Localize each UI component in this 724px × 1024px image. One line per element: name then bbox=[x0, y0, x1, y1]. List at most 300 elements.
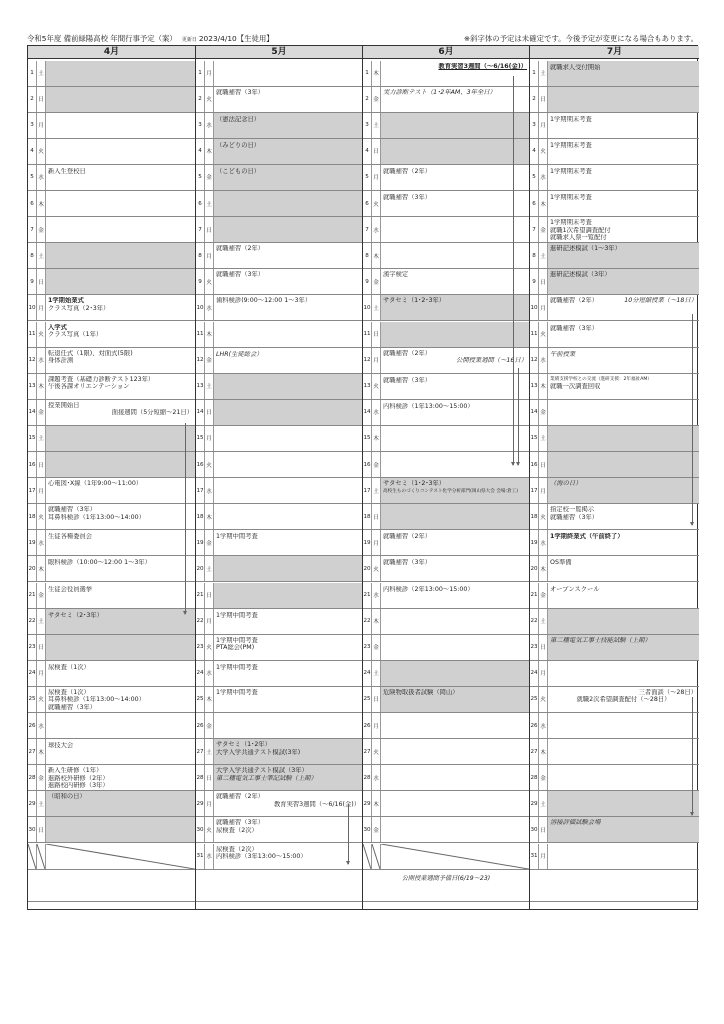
day-events bbox=[46, 61, 195, 86]
event-text: 就職補習（2年） bbox=[216, 793, 265, 801]
day-number: 14 bbox=[530, 400, 539, 425]
day-number: 11 bbox=[196, 322, 205, 347]
day-weekday: 火 bbox=[205, 635, 214, 660]
day-weekday: 水 bbox=[205, 295, 214, 320]
day-events bbox=[214, 530, 362, 555]
day-row bbox=[363, 191, 529, 217]
day-weekday: 金 bbox=[372, 269, 381, 294]
event-text: 就職補習（2年） bbox=[383, 349, 432, 357]
day-events bbox=[548, 243, 699, 268]
day-number: 25 bbox=[363, 687, 372, 712]
day-weekday: 金 bbox=[539, 583, 548, 608]
event-text: サタセミ（1･2年） bbox=[216, 741, 271, 749]
event-text: 就職補習（2年） bbox=[383, 167, 432, 175]
day-row bbox=[196, 348, 362, 374]
day-number: 20 bbox=[28, 556, 37, 581]
day-weekday: 日 bbox=[205, 765, 214, 790]
day-number: 4 bbox=[530, 139, 539, 164]
empty-cell-slash bbox=[372, 844, 380, 869]
day-number: 19 bbox=[28, 530, 37, 555]
day-number: 21 bbox=[196, 583, 205, 608]
day-number: 25 bbox=[196, 687, 205, 712]
day-events bbox=[46, 269, 195, 294]
update-date: 2023/4/10【生徒用】 bbox=[198, 34, 274, 43]
day-row bbox=[28, 556, 195, 582]
duration-arrow bbox=[692, 697, 693, 814]
day-events bbox=[214, 478, 362, 503]
day-number: 19 bbox=[196, 530, 205, 555]
day-events bbox=[548, 217, 699, 242]
day-events bbox=[46, 191, 195, 216]
day-row bbox=[196, 374, 362, 400]
day-events bbox=[381, 687, 529, 712]
day-events bbox=[548, 844, 699, 869]
day-weekday: 土 bbox=[37, 609, 46, 634]
day-events bbox=[214, 243, 362, 268]
document-title: 令和5年度 備前緑陽高校 年間行事予定（案） bbox=[27, 34, 177, 43]
day-weekday: 日 bbox=[205, 400, 214, 425]
day-row bbox=[196, 165, 362, 191]
day-row bbox=[196, 191, 362, 217]
event-text: 歯科検診(9:00～12:00 1～3年） bbox=[216, 297, 312, 305]
day-number: 30 bbox=[363, 817, 372, 842]
day-number: 14 bbox=[28, 400, 37, 425]
event-text: 入学式 bbox=[48, 323, 67, 331]
day-row bbox=[196, 295, 362, 321]
day-events bbox=[214, 61, 362, 86]
day-number: 15 bbox=[530, 426, 539, 451]
day-number: 16 bbox=[196, 452, 205, 477]
day-weekday: 火 bbox=[37, 504, 46, 529]
day-number: 23 bbox=[28, 635, 37, 660]
day-number: 24 bbox=[28, 661, 37, 686]
day-events bbox=[214, 687, 362, 712]
day-events bbox=[214, 765, 362, 790]
day-number: 13 bbox=[530, 374, 539, 399]
day-number: 24 bbox=[530, 661, 539, 686]
day-row bbox=[530, 400, 699, 426]
day-events bbox=[381, 348, 529, 373]
day-weekday: 木 bbox=[37, 556, 46, 581]
day-row bbox=[363, 295, 529, 321]
day-weekday: 水 bbox=[372, 583, 381, 608]
day-row bbox=[28, 61, 195, 87]
day-weekday: 金 bbox=[372, 817, 381, 842]
day-row bbox=[363, 478, 529, 504]
event-text: 三者面談（～28日） bbox=[638, 688, 697, 696]
day-row bbox=[196, 452, 362, 478]
event-text: 就職補習（3年） bbox=[216, 271, 265, 279]
day-weekday: 月 bbox=[37, 113, 46, 138]
day-number: 18 bbox=[196, 504, 205, 529]
day-weekday: 日 bbox=[205, 583, 214, 608]
day-events bbox=[548, 817, 699, 842]
event-text: 新入生登校日 bbox=[48, 167, 86, 175]
day-events bbox=[381, 478, 529, 503]
event-text: 実力診断テスト（1･2年AM、3年全日） bbox=[383, 88, 496, 96]
event-text: 生徒会役員選挙 bbox=[48, 585, 93, 593]
day-weekday: 火 bbox=[205, 452, 214, 477]
day-number: 6 bbox=[196, 191, 205, 216]
event-text: サタセミ（1･2･3年） bbox=[383, 480, 446, 488]
day-weekday: 木 bbox=[539, 191, 548, 216]
day-row bbox=[28, 243, 195, 269]
day-row bbox=[530, 139, 699, 165]
day-row bbox=[196, 87, 362, 113]
day-row bbox=[363, 635, 529, 661]
day-row bbox=[196, 687, 362, 713]
day-number: 8 bbox=[196, 243, 205, 268]
day-number: 1 bbox=[28, 61, 37, 86]
day-weekday: 水 bbox=[372, 765, 381, 790]
day-weekday: 日 bbox=[205, 217, 214, 242]
duration-arrow bbox=[692, 314, 693, 525]
day-weekday: 月 bbox=[37, 478, 46, 503]
event-text: 就職補習（3年） bbox=[383, 559, 432, 567]
day-row bbox=[363, 530, 529, 556]
day-weekday: 土 bbox=[205, 374, 214, 399]
day-number: 10 bbox=[196, 295, 205, 320]
bottom-rule bbox=[28, 901, 195, 902]
day-weekday: 木 bbox=[205, 687, 214, 712]
day-weekday: 木 bbox=[205, 139, 214, 164]
day-events bbox=[381, 609, 529, 634]
event-text: 1学期期末考査 bbox=[550, 141, 592, 149]
event-text: OS準備 bbox=[550, 559, 572, 567]
day-row bbox=[28, 504, 195, 530]
day-weekday: 日 bbox=[372, 504, 381, 529]
event-text: 尿検査（1次） bbox=[48, 663, 90, 671]
day-number: 5 bbox=[530, 165, 539, 190]
day-weekday: 日 bbox=[539, 817, 548, 842]
day-number: 14 bbox=[196, 400, 205, 425]
day-events bbox=[548, 583, 699, 608]
event-text: 就職補習（3年） bbox=[48, 703, 97, 711]
day-events bbox=[548, 139, 699, 164]
event-text: クラス写真（1年） bbox=[48, 331, 103, 338]
day-events bbox=[46, 556, 195, 581]
day-number: 23 bbox=[196, 635, 205, 660]
event-text: 尿検査（2次） bbox=[216, 826, 258, 834]
day-weekday: 火 bbox=[205, 817, 214, 842]
day-events bbox=[381, 374, 529, 399]
day-events bbox=[46, 661, 195, 686]
event-text: オープンスクール bbox=[550, 585, 600, 593]
day-number: 3 bbox=[196, 113, 205, 138]
day-weekday: 土 bbox=[37, 61, 46, 86]
day-weekday: 火 bbox=[372, 739, 381, 764]
day-events bbox=[548, 687, 699, 712]
day-events bbox=[214, 713, 362, 738]
day-weekday: 土 bbox=[539, 791, 548, 816]
day-row bbox=[363, 400, 529, 426]
day-weekday: 土 bbox=[37, 426, 46, 451]
day-row bbox=[28, 739, 195, 765]
event-text: （海の日） bbox=[550, 480, 582, 488]
day-number: 15 bbox=[196, 426, 205, 451]
day-row bbox=[196, 844, 362, 870]
day-events bbox=[46, 765, 195, 790]
day-events bbox=[381, 322, 529, 347]
event-text: 生徒各種委員会 bbox=[48, 533, 93, 541]
day-weekday: 土 bbox=[37, 243, 46, 268]
day-number: 26 bbox=[363, 713, 372, 738]
day-weekday: 金 bbox=[539, 400, 548, 425]
day-events bbox=[381, 61, 529, 86]
day-row bbox=[363, 817, 529, 843]
event-text: 心電図･X線（1年9:00～11:00） bbox=[48, 480, 143, 488]
day-events bbox=[381, 295, 529, 320]
day-row bbox=[530, 739, 699, 765]
day-row bbox=[530, 348, 699, 374]
day-row bbox=[196, 609, 362, 635]
event-text: 就職補習（2年） bbox=[216, 245, 265, 253]
day-weekday: 水 bbox=[539, 165, 548, 190]
day-events bbox=[46, 713, 195, 738]
day-events bbox=[214, 635, 362, 660]
day-number: 16 bbox=[363, 452, 372, 477]
event-text: PTA総会(PM) bbox=[216, 644, 255, 652]
day-number: 26 bbox=[196, 713, 205, 738]
day-weekday: 金 bbox=[205, 348, 214, 373]
day-events bbox=[381, 426, 529, 451]
event-text: 眼科検診（10:00～12:00 1～3年） bbox=[48, 559, 151, 567]
event-text: 就職求人受付開始 bbox=[550, 63, 601, 71]
day-row bbox=[28, 661, 195, 687]
day-events bbox=[381, 452, 529, 477]
day-number: 10 bbox=[363, 295, 372, 320]
day-number: 27 bbox=[363, 739, 372, 764]
month-column bbox=[530, 46, 699, 909]
day-number: 28 bbox=[196, 765, 205, 790]
day-number: 17 bbox=[196, 478, 205, 503]
day-weekday: 日 bbox=[539, 635, 548, 660]
day-number: 9 bbox=[530, 269, 539, 294]
day-number: 7 bbox=[196, 217, 205, 242]
day-weekday: 木 bbox=[539, 374, 548, 399]
day-weekday: 土 bbox=[372, 478, 381, 503]
day-events bbox=[548, 504, 699, 529]
day-number: 12 bbox=[28, 348, 37, 373]
day-number: 27 bbox=[28, 739, 37, 764]
day-number: 24 bbox=[363, 661, 372, 686]
day-number: 6 bbox=[28, 191, 37, 216]
day-number: 20 bbox=[530, 556, 539, 581]
day-events bbox=[46, 452, 195, 477]
day-weekday: 火 bbox=[539, 139, 548, 164]
day-number: 30 bbox=[28, 817, 37, 842]
day-weekday: 金 bbox=[37, 765, 46, 790]
day-weekday bbox=[37, 844, 46, 869]
day-events bbox=[381, 844, 529, 869]
day-events bbox=[548, 426, 699, 451]
event-text: 第二種電気工事士筆記試験（上期） bbox=[216, 774, 317, 782]
day-events bbox=[548, 791, 699, 816]
day-row bbox=[363, 165, 529, 191]
day-row bbox=[196, 530, 362, 556]
event-text: 危険物取扱者試験（岡山） bbox=[383, 688, 459, 696]
day-weekday: 木 bbox=[372, 243, 381, 268]
day-events bbox=[214, 556, 362, 581]
day-weekday: 水 bbox=[205, 478, 214, 503]
event-text bbox=[550, 297, 697, 305]
day-weekday: 日 bbox=[37, 452, 46, 477]
day-weekday: 金 bbox=[37, 400, 46, 425]
day-weekday: 土 bbox=[372, 295, 381, 320]
day-events bbox=[381, 791, 529, 816]
day-events bbox=[381, 139, 529, 164]
day-row bbox=[530, 713, 699, 739]
empty-cell-slash bbox=[28, 844, 36, 869]
event-text: サタセミ（1･2･3年） bbox=[383, 297, 446, 305]
day-number: 16 bbox=[28, 452, 37, 477]
day-weekday: 月 bbox=[372, 165, 381, 190]
month-column bbox=[363, 46, 530, 909]
day-weekday: 土 bbox=[37, 791, 46, 816]
day-events bbox=[214, 400, 362, 425]
day-events bbox=[548, 530, 699, 555]
day-row bbox=[196, 713, 362, 739]
day-events bbox=[46, 139, 195, 164]
day-events bbox=[548, 348, 699, 373]
day-events bbox=[381, 556, 529, 581]
day-number: 28 bbox=[530, 765, 539, 790]
event-text: 進研記述模試（3年） bbox=[550, 271, 611, 279]
day-number: 3 bbox=[530, 113, 539, 138]
day-number: 5 bbox=[196, 165, 205, 190]
day-number: 29 bbox=[28, 791, 37, 816]
day-row bbox=[28, 452, 195, 478]
day-events bbox=[381, 87, 529, 112]
day-weekday: 水 bbox=[539, 530, 548, 555]
day-row bbox=[363, 504, 529, 530]
event-text: 午後各課オリエンテーション bbox=[48, 383, 130, 391]
day-row bbox=[196, 426, 362, 452]
day-row bbox=[363, 687, 529, 713]
day-number: 11 bbox=[28, 322, 37, 347]
day-row bbox=[530, 87, 699, 113]
day-weekday: 月 bbox=[539, 844, 548, 869]
day-events bbox=[46, 635, 195, 660]
day-row bbox=[363, 661, 529, 687]
day-weekday: 月 bbox=[205, 609, 214, 634]
month-footer-note: 公開授業週間予備日(6/19～23) bbox=[401, 874, 491, 882]
day-number: 24 bbox=[196, 661, 205, 686]
day-number: 21 bbox=[28, 583, 37, 608]
day-row bbox=[28, 374, 195, 400]
day-events bbox=[46, 583, 195, 608]
day-events bbox=[381, 400, 529, 425]
day-row bbox=[28, 844, 195, 870]
day-events bbox=[381, 165, 529, 190]
day-events bbox=[548, 713, 699, 738]
event-text: 公開授業週間（～16日） bbox=[456, 357, 527, 365]
day-number: 6 bbox=[363, 191, 372, 216]
day-number: 1 bbox=[530, 61, 539, 86]
day-row bbox=[363, 113, 529, 139]
day-row bbox=[196, 661, 362, 687]
day-number: 31 bbox=[196, 844, 205, 869]
day-number: 12 bbox=[363, 348, 372, 373]
day-row bbox=[28, 269, 195, 295]
day-weekday: 金 bbox=[37, 583, 46, 608]
day-row bbox=[28, 687, 195, 713]
event-text: 面接週間（5分短縮～21日） bbox=[111, 409, 193, 417]
day-weekday: 日 bbox=[372, 139, 381, 164]
day-events bbox=[214, 269, 362, 294]
day-events bbox=[46, 400, 195, 425]
day-row bbox=[196, 478, 362, 504]
day-events bbox=[214, 452, 362, 477]
update-label: 更新日 bbox=[181, 37, 197, 43]
day-row bbox=[196, 113, 362, 139]
day-weekday: 水 bbox=[539, 348, 548, 373]
day-number: 7 bbox=[363, 217, 372, 242]
day-weekday: 月 bbox=[372, 348, 381, 373]
event-text: クラス写真（2･3年） bbox=[48, 304, 110, 312]
day-row bbox=[28, 113, 195, 139]
empty-cell-slash bbox=[37, 844, 45, 869]
day-events bbox=[214, 191, 362, 216]
event-text: 1学期中間考査 bbox=[216, 663, 258, 671]
day-number: 29 bbox=[530, 791, 539, 816]
day-events bbox=[214, 374, 362, 399]
event-text: （こどもの日） bbox=[216, 167, 261, 175]
day-events bbox=[46, 530, 195, 555]
day-weekday bbox=[372, 844, 381, 869]
day-row bbox=[28, 191, 195, 217]
day-events bbox=[46, 348, 195, 373]
day-events bbox=[46, 113, 195, 138]
day-number: 13 bbox=[28, 374, 37, 399]
day-row bbox=[363, 739, 529, 765]
event-text: 1学期始業式 bbox=[48, 297, 84, 305]
day-number: 25 bbox=[530, 687, 539, 712]
event-text: 進路校内研修（3年） bbox=[48, 782, 109, 790]
day-number: 3 bbox=[28, 113, 37, 138]
day-events bbox=[214, 217, 362, 242]
day-row bbox=[530, 583, 699, 609]
bottom-rule bbox=[196, 901, 362, 902]
day-events bbox=[214, 295, 362, 320]
day-number: 5 bbox=[363, 165, 372, 190]
day-number: 4 bbox=[196, 139, 205, 164]
day-number bbox=[363, 844, 372, 869]
day-events bbox=[381, 817, 529, 842]
day-weekday: 木 bbox=[205, 504, 214, 529]
event-text: 耳鼻科検診（1年13:00～14:00） bbox=[48, 513, 145, 521]
day-events bbox=[46, 87, 195, 112]
event-text: 就職補習（3年） bbox=[216, 819, 265, 827]
day-events bbox=[214, 426, 362, 451]
month-header: 5月 bbox=[196, 46, 362, 59]
day-events bbox=[548, 113, 699, 138]
day-weekday: 水 bbox=[205, 113, 214, 138]
day-row bbox=[28, 139, 195, 165]
day-weekday: 土 bbox=[539, 61, 548, 86]
day-weekday: 金 bbox=[205, 713, 214, 738]
day-row bbox=[196, 139, 362, 165]
day-events bbox=[548, 556, 699, 581]
day-row bbox=[28, 817, 195, 843]
event-text: 尿検査（2次） bbox=[216, 845, 258, 853]
day-row bbox=[363, 609, 529, 635]
day-weekday: 水 bbox=[37, 530, 46, 555]
event-text: 就職補習（3年） bbox=[550, 324, 599, 332]
day-number: 22 bbox=[196, 609, 205, 634]
day-row bbox=[530, 322, 699, 348]
day-weekday: 土 bbox=[372, 113, 381, 138]
